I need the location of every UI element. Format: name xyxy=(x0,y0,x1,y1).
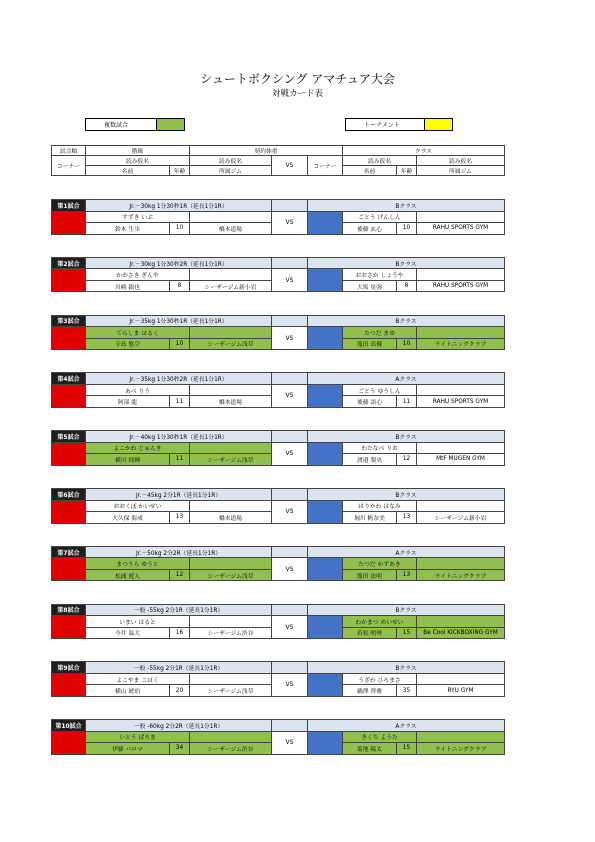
red-gym: シーザージム渋谷 xyxy=(190,743,272,755)
match-table xyxy=(51,719,505,755)
blue-kana-extra xyxy=(417,327,505,339)
blue-name: 渡邉 梨央 xyxy=(343,454,397,466)
red-gym: シーザージム浅草 xyxy=(190,685,272,697)
bout-rule: 一般 -55kg 2分1R（延長1分1R） xyxy=(86,604,272,616)
rule-spacer xyxy=(272,720,308,732)
header-class: クラス xyxy=(343,146,505,156)
blue-age: 15 xyxy=(397,627,417,639)
blue-gym: RAHU SPORTS GYM xyxy=(417,280,505,292)
red-kana: いとう ぱろま xyxy=(86,731,190,743)
rule-spacer xyxy=(272,662,308,674)
red-corner xyxy=(52,211,86,234)
blue-name: 鵜澤 啓雅 xyxy=(343,685,397,697)
blue-kana: ごとう ゆうしん xyxy=(343,384,417,396)
red-corner xyxy=(52,616,86,639)
red-kana: いまい はると xyxy=(86,616,190,628)
red-kana: おおくぼ かいせい xyxy=(86,500,190,512)
red-gym: 橋本道場 xyxy=(190,512,272,524)
red-kana-extra xyxy=(190,731,272,743)
vs-label: VS xyxy=(272,673,308,696)
red-name: 横川 純輝 xyxy=(86,454,170,466)
blue-gym: シーザージム新小岩 xyxy=(417,512,505,524)
match-table xyxy=(51,604,505,640)
bout-number: 第5試合 xyxy=(52,431,86,443)
blue-corner xyxy=(308,731,343,754)
blue-gym: MtF MUGEN GYM xyxy=(417,454,505,466)
red-kana: あべ りう xyxy=(86,384,190,396)
blue-kana: わかまつ めいせい xyxy=(343,616,417,628)
red-corner xyxy=(52,442,86,465)
blue-name: 後藤 玄心 xyxy=(343,223,397,235)
red-kana-extra xyxy=(190,384,272,396)
bout-rule: Jr.－45kg 2分1R（延長1分1R） xyxy=(86,489,272,501)
blue-name: 龍田 法明 xyxy=(343,569,397,581)
header-age-left: 年齢 xyxy=(170,166,190,176)
red-kana: かわさき ぎんや xyxy=(86,269,190,281)
bout-class: Aクラス xyxy=(308,373,505,385)
bout-number: 第6試合 xyxy=(52,489,86,501)
bout-number: 第8試合 xyxy=(52,604,86,616)
blue-corner xyxy=(308,384,343,407)
red-name: 横山 琥珀 xyxy=(86,685,170,697)
legend-tournament-label: トーナメント xyxy=(345,118,425,131)
red-kana-extra xyxy=(190,673,272,685)
legend-tournament xyxy=(345,118,453,131)
header-name-left: 名前 xyxy=(86,166,170,176)
blue-kana-extra xyxy=(417,673,505,685)
bout-number: 第1試合 xyxy=(52,200,86,212)
blue-name: 龍田 真優 xyxy=(343,338,397,350)
blue-age: 10 xyxy=(397,223,417,235)
bout-number: 第3試合 xyxy=(52,315,86,327)
red-age: 10 xyxy=(170,338,190,350)
blue-corner xyxy=(308,673,343,696)
vs-label: VS xyxy=(272,616,308,639)
red-age: 20 xyxy=(170,685,190,697)
header-weight: 契約体重 xyxy=(190,146,343,156)
bout-rule: 一般 -60kg 2分2R（延長1分1R） xyxy=(86,720,272,732)
red-corner xyxy=(52,673,86,696)
red-gym: シーザージム渋谷 xyxy=(190,627,272,639)
blue-kana: わたなべ りお xyxy=(343,442,417,454)
blue-kana-extra xyxy=(417,269,505,281)
legend-tournament-swatch xyxy=(425,118,453,131)
legend-multi xyxy=(85,118,185,131)
red-kana-extra xyxy=(190,269,272,281)
blue-kana: うざわ ひろまさ xyxy=(343,673,417,685)
blue-kana: きくち ようた xyxy=(343,731,417,743)
header-division: 階級 xyxy=(86,146,190,156)
legend-multi-label: 複数試合 xyxy=(85,118,157,131)
blue-gym: ライトニングクラブ xyxy=(417,743,505,755)
bout-class: Bクラス xyxy=(308,257,505,269)
vs-label: VS xyxy=(272,327,308,350)
page-title: シュートボクシング アマチュア大会 xyxy=(200,72,395,86)
blue-gym: RYU GYM xyxy=(417,685,505,697)
rule-spacer xyxy=(272,546,308,558)
bout-class: Aクラス xyxy=(308,546,505,558)
blue-kana: たつだ かずあき xyxy=(343,558,417,570)
header-gym-right: 所属ジム xyxy=(417,166,505,176)
red-kana-extra xyxy=(190,327,272,339)
red-kana-extra xyxy=(190,500,272,512)
red-kana-extra xyxy=(190,558,272,570)
blue-corner xyxy=(308,442,343,465)
rule-spacer xyxy=(272,431,308,443)
blue-gym: Be Cool KICKBOXING GYM xyxy=(417,627,505,639)
blue-kana-extra xyxy=(417,500,505,512)
header-bout-order: 試合順 xyxy=(52,146,86,156)
header-age-right: 年齢 xyxy=(397,166,417,176)
blue-kana-extra xyxy=(417,558,505,570)
header-kana-right-2: 読み仮名 xyxy=(417,156,505,166)
blue-age: 35 xyxy=(397,685,417,697)
red-name: 阿部 龍 xyxy=(86,396,170,408)
match-table xyxy=(51,199,505,235)
vs-label: VS xyxy=(272,211,308,234)
vs-label: VS xyxy=(272,442,308,465)
blue-name: 後藤 語心 xyxy=(343,396,397,408)
bout-rule: Jr.－35kg 1分30秒1R（延長1分1R） xyxy=(86,315,272,327)
bout-number: 第2試合 xyxy=(52,257,86,269)
bout-class: Bクラス xyxy=(308,489,505,501)
header-kana-right: 読み仮名 xyxy=(343,156,417,166)
blue-age: 12 xyxy=(397,454,417,466)
blue-corner xyxy=(308,558,343,581)
match-table xyxy=(51,546,505,582)
bout-rule: Jr.－30kg 1分30秒2R（延長1分1R） xyxy=(86,257,272,269)
blue-kana: ごとう げんしん xyxy=(343,211,417,223)
rule-spacer xyxy=(272,257,308,269)
blue-kana: たつだ まゆ xyxy=(343,327,417,339)
red-age: 11 xyxy=(170,396,190,408)
red-kana: まつうら ゆうと xyxy=(86,558,190,570)
blue-age: 10 xyxy=(397,338,417,350)
red-age: 16 xyxy=(170,627,190,639)
red-name: 伊藤 パロマ xyxy=(86,743,170,755)
red-kana: てらしま はるく xyxy=(86,327,190,339)
header-name-right: 名前 xyxy=(343,166,397,176)
blue-gym: RAHU SPORTS GYM xyxy=(417,396,505,408)
bout-rule: 一般 -55kg 2分1R（延長1分1R） xyxy=(86,662,272,674)
bout-rule: Jr.－35kg 1分30秒2R（延長1分1R） xyxy=(86,373,272,385)
blue-gym: ライトニングクラブ xyxy=(417,569,505,581)
red-gym: シーザージム新小岩 xyxy=(190,280,272,292)
blue-gym: ライトニングクラブ xyxy=(417,338,505,350)
match-table xyxy=(51,661,505,697)
red-gym: 橋本道場 xyxy=(190,396,272,408)
red-age: 13 xyxy=(170,512,190,524)
blue-corner xyxy=(308,211,343,234)
vs-label: VS xyxy=(272,269,308,292)
bout-class: Bクラス xyxy=(308,604,505,616)
bout-number: 第10試合 xyxy=(52,720,86,732)
blue-corner xyxy=(308,269,343,292)
header-gym-left: 所属ジム xyxy=(190,166,272,176)
bout-class: Aクラス xyxy=(308,720,505,732)
rule-spacer xyxy=(272,200,308,212)
header-kana-left-2: 読み仮名 xyxy=(190,156,272,166)
bout-number: 第7試合 xyxy=(52,546,86,558)
header-corner-right: コーナー xyxy=(308,156,343,176)
blue-age: 15 xyxy=(397,743,417,755)
blue-gym: RAHU SPORTS GYM xyxy=(417,223,505,235)
blue-kana-extra xyxy=(417,384,505,396)
match-table xyxy=(51,315,505,351)
blue-corner xyxy=(308,616,343,639)
header-kana-left: 読み仮名 xyxy=(86,156,190,166)
blue-name: 若松 明勢 xyxy=(343,627,397,639)
blue-age: 13 xyxy=(397,512,417,524)
red-kana: すずき いぶ xyxy=(86,211,190,223)
blue-corner xyxy=(308,327,343,350)
bout-class: Bクラス xyxy=(308,662,505,674)
red-kana: よこかわ じゅんき xyxy=(86,442,190,454)
match-table xyxy=(51,372,505,408)
header-corner-left: コーナー xyxy=(52,156,86,176)
red-age: 34 xyxy=(170,743,190,755)
blue-age: 13 xyxy=(397,569,417,581)
red-kana-extra xyxy=(190,442,272,454)
red-gym: シーザージム浅草 xyxy=(190,338,272,350)
bout-rule: Jr.－50kg 2分2R（延長1分1R） xyxy=(86,546,272,558)
vs-label: VS xyxy=(272,500,308,523)
bout-rule: Jr.－30kg 1分30秒1R（延長1分1R） xyxy=(86,200,272,212)
blue-kana: ほりかわ はなみ xyxy=(343,500,417,512)
bout-class: Bクラス xyxy=(308,200,505,212)
blue-name: 菊地 陽太 xyxy=(343,743,397,755)
red-age: 11 xyxy=(170,454,190,466)
bout-number: 第4試合 xyxy=(52,373,86,385)
red-name: 寺島 悠空 xyxy=(86,338,170,350)
page-subtitle: 対戦カード表 xyxy=(271,89,323,99)
red-age: 12 xyxy=(170,569,190,581)
blue-corner xyxy=(308,500,343,523)
red-gym: シーザージム浅草 xyxy=(190,454,272,466)
red-corner xyxy=(52,558,86,581)
red-gym: 橋本道場 xyxy=(190,223,272,235)
red-name: 今井 温大 xyxy=(86,627,170,639)
bout-class: Bクラス xyxy=(308,315,505,327)
bout-number: 第9試合 xyxy=(52,662,86,674)
match-table xyxy=(51,488,505,524)
rule-spacer xyxy=(272,604,308,616)
red-name: 川崎 銀也 xyxy=(86,280,170,292)
red-corner xyxy=(52,731,86,754)
blue-kana-extra xyxy=(417,731,505,743)
blue-age: 11 xyxy=(397,396,417,408)
blue-name: 堀川 帆奈美 xyxy=(343,512,397,524)
red-corner xyxy=(52,384,86,407)
blue-kana-extra xyxy=(417,442,505,454)
red-kana-extra xyxy=(190,211,272,223)
vs-label: VS xyxy=(272,384,308,407)
legend-multi-swatch xyxy=(157,118,185,131)
vs-label: VS xyxy=(272,558,308,581)
match-table xyxy=(51,430,505,466)
rule-spacer xyxy=(272,373,308,385)
bout-rule: Jr.－40kg 1分30秒1R（延長1分1R） xyxy=(86,431,272,443)
red-kana: よこやま こはく xyxy=(86,673,190,685)
red-name: 松浦 遊人 xyxy=(86,569,170,581)
blue-kana-extra xyxy=(417,211,505,223)
blue-age: 8 xyxy=(397,280,417,292)
blue-kana: おおさか しょうや xyxy=(343,269,417,281)
red-name: 大久保 海成 xyxy=(86,512,170,524)
red-corner xyxy=(52,500,86,523)
blue-name: 大坂 星弥 xyxy=(343,280,397,292)
match-table xyxy=(51,257,505,293)
red-gym: シーザージム浅草 xyxy=(190,569,272,581)
rule-spacer xyxy=(272,489,308,501)
header-table xyxy=(51,145,505,176)
vs-label: VS xyxy=(272,731,308,754)
red-corner xyxy=(52,327,86,350)
red-age: 8 xyxy=(170,280,190,292)
rule-spacer xyxy=(272,315,308,327)
red-corner xyxy=(52,269,86,292)
bout-class: Bクラス xyxy=(308,431,505,443)
header-vs: VS xyxy=(272,156,308,176)
blue-kana-extra xyxy=(417,616,505,628)
red-kana-extra xyxy=(190,616,272,628)
red-name: 鈴木 生歩 xyxy=(86,223,170,235)
red-age: 10 xyxy=(170,223,190,235)
